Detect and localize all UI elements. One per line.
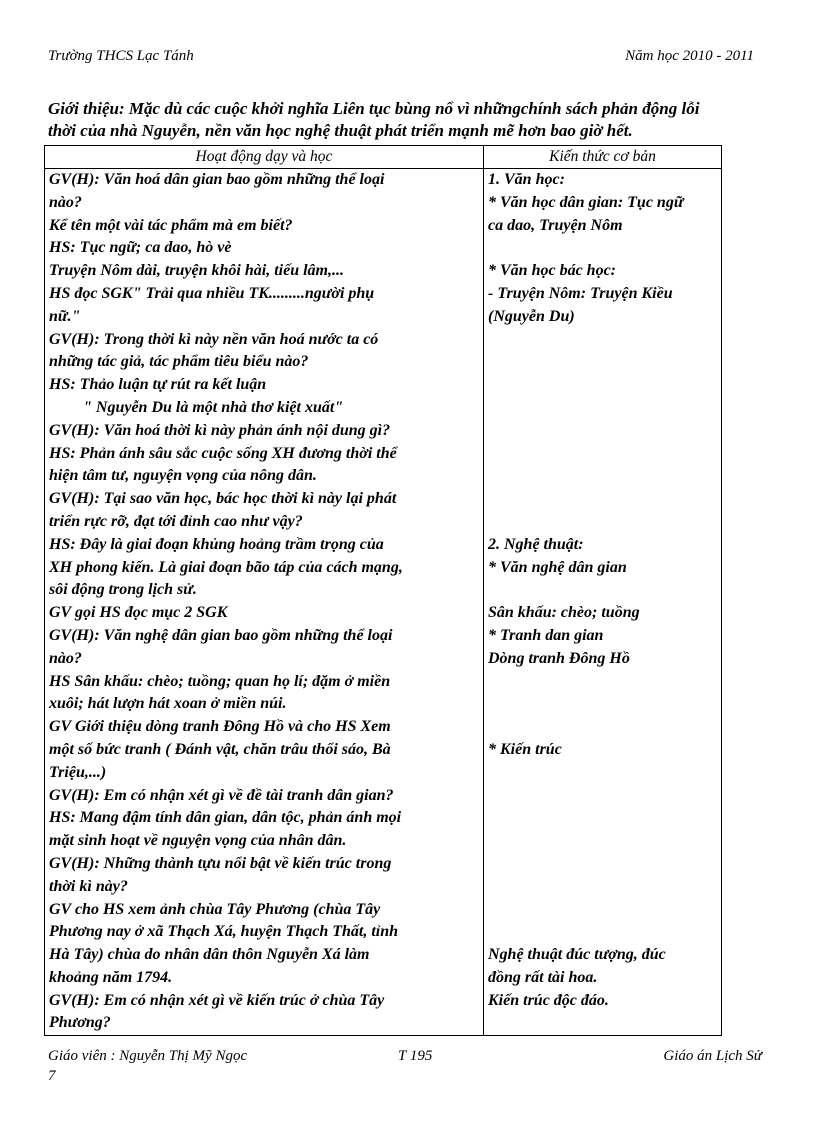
knowledge-line — [488, 807, 717, 830]
knowledge-line — [488, 853, 717, 876]
activity-line: Phương nay ở xã Thạch Xá, huyện Thạch Thất, tỉnh — [49, 923, 399, 941]
activity-line: những tác giả, tác phẩm tiêu biểu nào? — [49, 353, 309, 371]
activity-line: HS: Phản ánh sâu sắc cuộc sống XH đương thời thể — [49, 444, 397, 462]
activity-line: thời kì này? — [49, 877, 128, 895]
knowledge-line — [488, 579, 717, 602]
activity-line: Phương? — [49, 1014, 111, 1032]
activity-line: HS: Mang đậm tính dân gian, dân tộc, phản ánh mọi — [49, 809, 402, 827]
activity-line: Kể tên một vài tác phẩm mà em biết? — [49, 216, 293, 234]
activity-line: sôi động trong lịch sử. — [49, 581, 197, 599]
knowledge-line: 1. Văn học: — [488, 171, 565, 188]
activity-line: XH phong kiến. Là giai đoạn bão táp của cách mạng, — [49, 558, 403, 576]
knowledge-line: ca dao, Truyện Nôm — [488, 216, 623, 234]
activity-line: GV(H): Em có nhận xét gì về kiến trúc ở chùa Tây — [49, 991, 385, 1009]
knowledge-line — [488, 397, 717, 420]
knowledge-line — [488, 762, 717, 785]
knowledge-line — [488, 443, 717, 466]
activity-line: triển rực rỡ, đạt tới đỉnh cao như vậy? — [49, 512, 303, 530]
knowledge-line — [488, 351, 717, 374]
knowledge-line: Dòng tranh Đông Hồ — [488, 649, 630, 667]
activity-line: GV(H): Văn hoá thời kì này phản ánh nội dung gì? — [49, 421, 391, 439]
lesson-table — [44, 145, 722, 1036]
knowledge-line — [488, 511, 717, 534]
subject-name: Giáo án Lịch Sử — [663, 1048, 762, 1064]
activity-line: GV(H): Em có nhận xét gì về đề tài tranh dân gian? — [49, 786, 394, 804]
activity-line: GV Giới thiệu dòng tranh Đông Hồ và cho HS Xem — [49, 718, 391, 736]
activity-line: HS: Thảo luận tự rút ra kết luận — [49, 376, 267, 394]
activities-cell — [45, 169, 484, 1036]
knowledge-cell — [484, 169, 722, 1036]
knowledge-line — [488, 374, 717, 397]
school-name: Trường THCS Lạc Tánh — [48, 48, 194, 64]
knowledge-line — [488, 716, 717, 739]
activity-line: một số bức tranh ( Đánh vật, chăn trâu thổi sáo, Bà — [49, 740, 391, 758]
knowledge-line — [488, 465, 717, 488]
intro-line: thời của nhà Nguyễn, nền văn học nghệ thuật phát triển mạnh mẽ hơn bao giờ hết. — [48, 121, 633, 140]
teacher-name: Giáo viên : Nguyễn Thị Mỹ Ngọc — [48, 1048, 248, 1064]
knowledge-line: * Văn học bác học: — [488, 262, 616, 280]
knowledge-line: - Truyện Nôm: Truyện Kiều — [488, 284, 673, 302]
activity-line: GV(H): Trong thời kì này nền văn hoá nước ta có — [49, 330, 379, 348]
knowledge-line: * Văn nghệ dân gian — [488, 558, 627, 576]
activity-line: Hà Tây) chùa do nhân dân thôn Nguyễn Xá làm — [49, 946, 370, 964]
activity-line: nào? — [49, 649, 82, 667]
knowledge-line — [488, 329, 717, 352]
activity-line: GV(H): Văn nghệ dân gian bao gồm những thể loại — [49, 626, 393, 644]
knowledge-line — [488, 693, 717, 716]
activity-line: khoảng năm 1794. — [49, 968, 173, 986]
knowledge-line: Kiến trúc độc đáo. — [488, 991, 609, 1009]
knowledge-line: * Văn học dân gian: Tục ngữ — [488, 193, 684, 211]
activity-line: xuôi; hát lượn hát xoan ở miền núi. — [49, 695, 287, 713]
table-header-row — [45, 146, 722, 169]
table-body-row — [45, 169, 722, 1036]
activity-line: GV(H): Văn hoá dân gian bao gồm những thể loại — [49, 171, 385, 188]
introduction — [48, 98, 774, 142]
knowledge-line: 2. Nghệ thuật: — [488, 535, 584, 553]
knowledge-line: (Nguyễn Du) — [488, 307, 575, 325]
knowledge-line — [488, 671, 717, 694]
activity-line: HS: Tục ngữ; ca dao, hò vè — [49, 239, 232, 257]
knowledge-line: đồng rất tài hoa. — [488, 968, 598, 986]
activity-line: HS đọc SGK" Trải qua nhiều TK.........người phụ — [49, 284, 375, 302]
activity-line: nào? — [49, 193, 82, 211]
activity-line: GV(H): Những thành tựu nổi bật về kiến trúc trong — [49, 854, 392, 872]
activity-line: " Nguyễn Du là một nhà thơ kiệt xuất" — [83, 398, 344, 416]
knowledge-line — [488, 830, 717, 853]
activity-line: HS Sân khấu: chèo; tuồng; quan họ lí; đặm ở miền — [49, 672, 391, 690]
knowledge-line — [488, 488, 717, 511]
knowledge-line — [488, 785, 717, 808]
page-number: T 195 — [398, 1048, 433, 1064]
activity-line: HS: Đây là giai đoạn khủng hoảng trầm trọng của — [49, 535, 384, 553]
knowledge-line — [488, 876, 717, 899]
activity-line: hiện tâm tư, nguyện vọng của nông dân. — [49, 467, 317, 485]
header-activities: Hoạt động dạy và học — [45, 146, 484, 169]
activity-line: GV cho HS xem ảnh chùa Tây Phương (chùa Tây — [49, 900, 381, 918]
school-year: Năm học 2010 - 2011 — [625, 48, 754, 64]
footer-extra: 7 — [48, 1068, 56, 1084]
knowledge-line — [488, 420, 717, 443]
knowledge-line: * Kiến trúc — [488, 740, 562, 758]
knowledge-line — [488, 899, 717, 922]
intro-line: Giới thiệu: Mặc dù các cuộc khởi nghĩa Liên tục bùng nổ vì nhữngchính sách phản động lỗi — [48, 99, 700, 118]
knowledge-line — [488, 237, 717, 260]
activity-line: Truyện Nôm dài, truyện khôi hài, tiếu lâm,... — [49, 262, 344, 280]
activity-line: mặt sinh hoạt về nguyện vọng của nhân dân. — [49, 832, 347, 850]
header-knowledge: Kiến thức cơ bản — [484, 146, 722, 169]
knowledge-line: * Tranh dan gian — [488, 626, 604, 644]
activity-line: GV gọi HS đọc mục 2 SGK — [49, 604, 228, 622]
activity-line: GV(H): Tại sao văn học, bác học thời kì này lại phát — [49, 490, 397, 508]
activity-line: Triệu,...) — [49, 763, 107, 781]
knowledge-line — [488, 921, 717, 944]
knowledge-line: Nghệ thuật đúc tượng, đúc — [488, 946, 666, 964]
activity-line: nữ." — [49, 307, 81, 325]
knowledge-line: Sân khấu: chèo; tuồng — [488, 604, 640, 622]
